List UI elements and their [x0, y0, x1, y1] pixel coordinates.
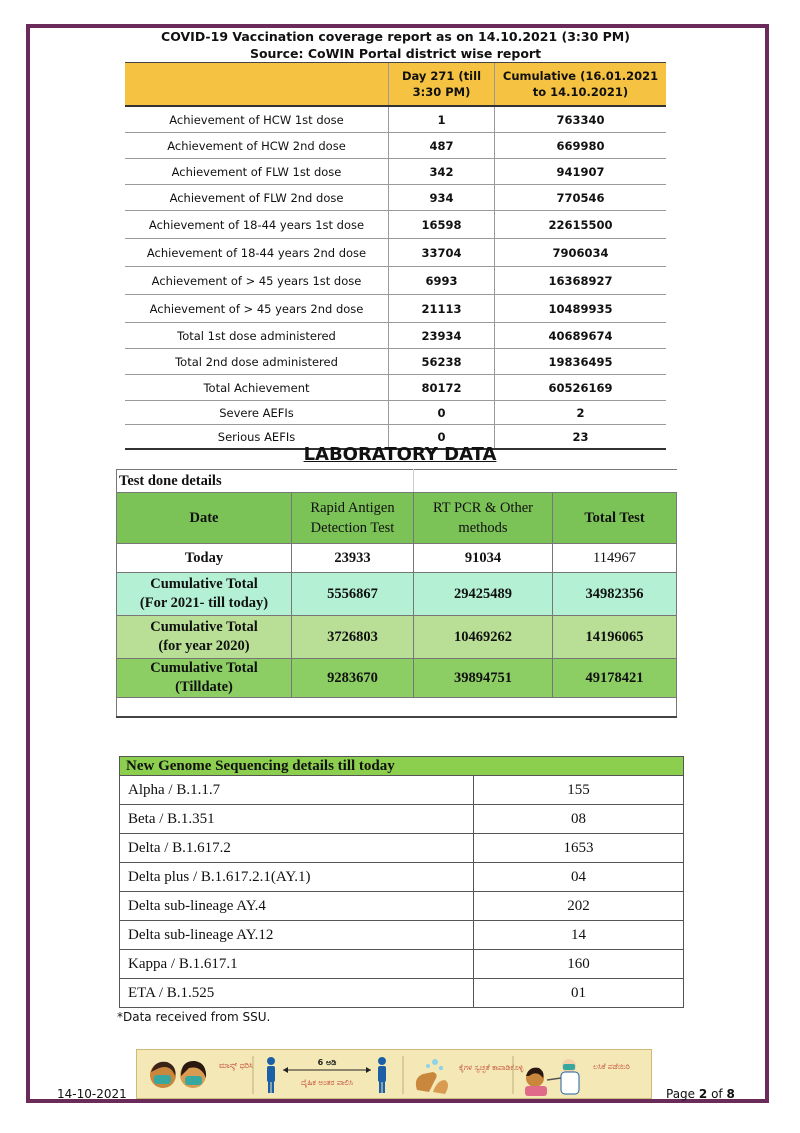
vaccination-day-value: 16598 — [389, 211, 495, 239]
lab-subheading-row — [117, 470, 677, 493]
genome-row — [120, 950, 684, 979]
distance-text: ದೈಹಿಕ ಅಂತರ ಪಾಲಿಸಿ — [300, 1078, 354, 1087]
lab-row-cum2020 — [117, 616, 677, 659]
genome-variant: Delta / B.1.617.2 — [120, 834, 474, 863]
vaccination-cumulative-value: 40689674 — [495, 323, 667, 349]
lab-cumall-rtpcr: 39894751 — [414, 659, 553, 698]
lab-header-date: Date — [117, 493, 292, 544]
vaccination-day-value: 0 — [389, 401, 495, 425]
lab-cum2020-rapid: 3726803 — [292, 616, 414, 659]
lab-cum2021-total: 34982356 — [553, 573, 677, 616]
vaccination-title — [125, 28, 666, 63]
genome-variant: Delta sub-lineage AY.4 — [120, 892, 474, 921]
vaccination-cumulative-value: 2 — [495, 401, 667, 425]
lab-header-rtpcr: RT PCR & Other methods — [414, 493, 553, 544]
vaccination-metric-label: Achievement of HCW 2nd dose — [125, 133, 389, 159]
lab-today-total: 114967 — [553, 544, 677, 573]
lab-header-row — [117, 493, 677, 544]
vaccination-cumulative-value: 23 — [495, 425, 667, 450]
lab-blank-row — [117, 698, 677, 718]
lab-today-label: Today — [117, 544, 292, 573]
hands-text: ಕೈಗಳ ಸ್ವಚ್ಛತೆ ಕಾಪಾಡಿಕೊಳ್ಳಿ — [459, 1063, 524, 1072]
genome-count: 01 — [474, 979, 684, 1008]
vaccination-row — [125, 375, 666, 401]
vaccination-day-value: 487 — [389, 133, 495, 159]
vaccination-day-value: 23934 — [389, 323, 495, 349]
vaccination-header-cumulative: Cumulative (16.01.2021 to 14.10.2021) — [495, 63, 667, 107]
lab-table — [116, 469, 677, 718]
vaccination-metric-label: Achievement of HCW 1st dose — [125, 106, 389, 133]
vaccination-day-value: 6993 — [389, 267, 495, 295]
genome-heading: New Genome Sequencing details till today — [120, 757, 684, 776]
genome-variant: Delta sub-lineage AY.12 — [120, 921, 474, 950]
vaccination-row — [125, 401, 666, 425]
vaccination-cumulative-value: 770546 — [495, 185, 667, 211]
lab-cum2020-total: 14196065 — [553, 616, 677, 659]
vaccination-metric-label: Achievement of > 45 years 2nd dose — [125, 295, 389, 323]
genome-row — [120, 892, 684, 921]
genome-count: 04 — [474, 863, 684, 892]
genome-row — [120, 921, 684, 950]
genome-count: 1653 — [474, 834, 684, 863]
vaccination-row — [125, 133, 666, 159]
vaccination-cumulative-value: 763340 — [495, 106, 667, 133]
vaccination-row — [125, 211, 666, 239]
covid-appropriate-behaviour-banner — [136, 1049, 652, 1099]
vaccination-metric-label: Total Achievement — [125, 375, 389, 401]
data-source-note: *Data received from SSU. — [117, 1010, 271, 1024]
vaccination-row — [125, 106, 666, 133]
vaccination-table — [125, 28, 666, 450]
lab-heading: LABORATORY DATA — [303, 444, 497, 465]
vaccination-icon — [525, 1059, 579, 1096]
distance-value: 6 ಅಡಿ — [317, 1058, 337, 1067]
vaccination-title-line2: Source: CoWIN Portal district wise report — [249, 46, 542, 61]
vaccination-metric-label: Achievement of 18-44 years 2nd dose — [125, 239, 389, 267]
genome-count: 160 — [474, 950, 684, 979]
lab-row-today — [117, 544, 677, 573]
genome-count: 14 — [474, 921, 684, 950]
vaccination-cumulative-value: 19836495 — [495, 349, 667, 375]
vaccination-row — [125, 185, 666, 211]
genome-row — [120, 776, 684, 805]
vaccination-row — [125, 267, 666, 295]
vaccination-cumulative-value: 669980 — [495, 133, 667, 159]
hand-washing-icon — [416, 1059, 448, 1094]
vaccination-row — [125, 323, 666, 349]
genome-table — [119, 756, 684, 1008]
vaccine-text: ಲಸಿಕೆ ಪಡೆಯಿರಿ — [593, 1062, 630, 1071]
vaccination-row — [125, 159, 666, 185]
mask-text-line: ಮಾಸ್ಕ್ ಧರಿಸಿ — [219, 1061, 254, 1070]
lab-cum2020-label: Cumulative Total (for year 2020) — [117, 616, 292, 659]
vaccination-cumulative-value: 10489935 — [495, 295, 667, 323]
vaccination-day-value: 80172 — [389, 375, 495, 401]
vaccination-title-line1: COVID-19 Vaccination coverage report as on 14.10.2021 (3:30 PM) — [161, 29, 630, 44]
vaccination-title-row — [125, 28, 666, 63]
vaccination-metric-label: Total 2nd dose administered — [125, 349, 389, 375]
vaccination-metric-label: Achievement of FLW 2nd dose — [125, 185, 389, 211]
footer-date: 14-10-2021 — [57, 1087, 127, 1101]
vaccination-cumulative-value: 7906034 — [495, 239, 667, 267]
genome-variant: ETA / B.1.525 — [120, 979, 474, 1008]
genome-header-row — [120, 757, 684, 776]
genome-row — [120, 863, 684, 892]
vaccination-cumulative-value: 16368927 — [495, 267, 667, 295]
vaccination-day-value: 0 — [389, 425, 495, 450]
vaccination-day-value: 934 — [389, 185, 495, 211]
lab-cumall-total: 49178421 — [553, 659, 677, 698]
vaccination-metric-label: Serious AEFIs — [125, 425, 389, 450]
genome-variant: Alpha / B.1.1.7 — [120, 776, 474, 805]
lab-row-cumall — [117, 659, 677, 698]
vaccination-day-value: 33704 — [389, 239, 495, 267]
vaccination-day-value: 56238 — [389, 349, 495, 375]
lab-cumall-rapid: 9283670 — [292, 659, 414, 698]
genome-count: 08 — [474, 805, 684, 834]
vaccination-header-row — [125, 63, 666, 107]
lab-header-rapid: Rapid Antigen Detection Test — [292, 493, 414, 544]
genome-body — [120, 776, 684, 1008]
lab-cum2021-rapid: 5556867 — [292, 573, 414, 616]
vaccination-metric-label: Severe AEFIs — [125, 401, 389, 425]
genome-count: 202 — [474, 892, 684, 921]
genome-variant: Kappa / B.1.617.1 — [120, 950, 474, 979]
lab-cum2020-rtpcr: 10469262 — [414, 616, 553, 659]
vaccination-body — [125, 106, 666, 449]
vaccination-metric-label: Achievement of FLW 1st dose — [125, 159, 389, 185]
masked-faces-icon — [150, 1061, 206, 1088]
lab-subheading: Test done details — [117, 470, 414, 493]
vaccination-metric-label: Achievement of > 45 years 1st dose — [125, 267, 389, 295]
vaccination-day-value: 21113 — [389, 295, 495, 323]
genome-row — [120, 805, 684, 834]
vaccination-row — [125, 349, 666, 375]
genome-variant: Delta plus / B.1.617.2.1(AY.1) — [120, 863, 474, 892]
vaccination-metric-label: Achievement of 18-44 years 1st dose — [125, 211, 389, 239]
vaccination-header-blank — [125, 63, 389, 107]
vaccination-cumulative-value: 941907 — [495, 159, 667, 185]
vaccination-cumulative-value: 60526169 — [495, 375, 667, 401]
lab-cum2021-rtpcr: 29425489 — [414, 573, 553, 616]
vaccination-day-value: 1 — [389, 106, 495, 133]
genome-variant: Beta / B.1.351 — [120, 805, 474, 834]
lab-header-total: Total Test — [553, 493, 677, 544]
banner-graphics — [137, 1050, 653, 1100]
lab-cumall-label: Cumulative Total (Tilldate) — [117, 659, 292, 698]
lab-row-cum2021 — [117, 573, 677, 616]
lab-today-rapid: 23933 — [292, 544, 414, 573]
vaccination-metric-label: Total 1st dose administered — [125, 323, 389, 349]
vaccination-header-day: Day 271 (till 3:30 PM) — [389, 63, 495, 107]
vaccination-cumulative-value: 22615500 — [495, 211, 667, 239]
genome-row — [120, 834, 684, 863]
vaccination-row — [125, 295, 666, 323]
lab-today-rtpcr: 91034 — [414, 544, 553, 573]
lab-cum2021-label: Cumulative Total (For 2021- till today) — [117, 573, 292, 616]
vaccination-row — [125, 239, 666, 267]
genome-count: 155 — [474, 776, 684, 805]
footer-page-number: Page 2 of 8 — [666, 1087, 735, 1101]
vaccination-day-value: 342 — [389, 159, 495, 185]
genome-row — [120, 979, 684, 1008]
